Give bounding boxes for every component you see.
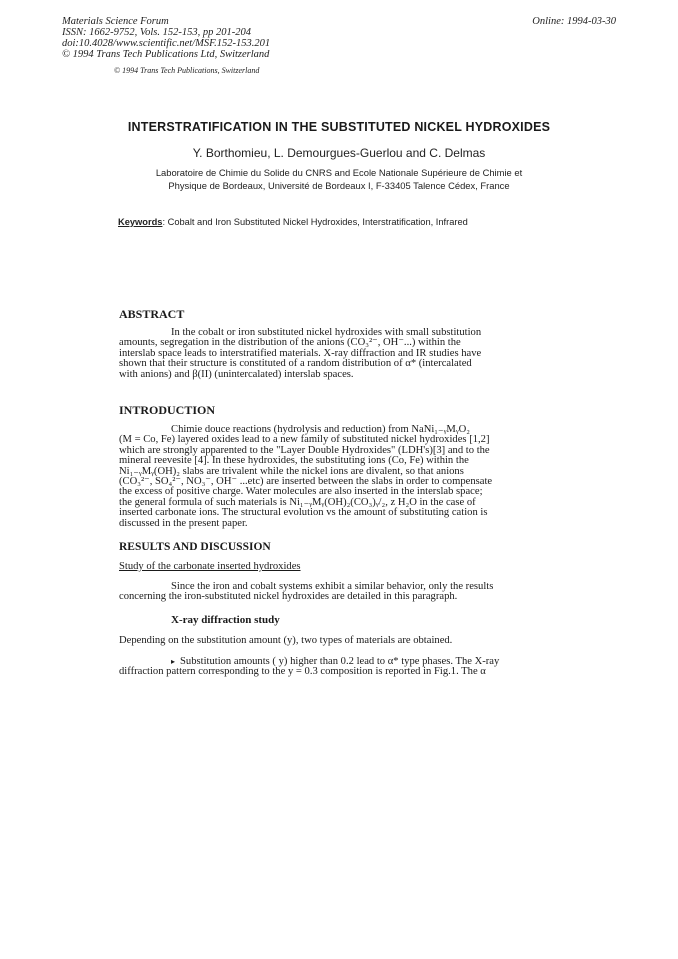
keywords-text: : Cobalt and Iron Substituted Nickel Hydroxides, Interstratification, Infrared <box>162 217 468 227</box>
journal-header <box>62 16 270 60</box>
bullet-icon: ▸ <box>171 657 176 666</box>
intro-line: the general formula of such materials is Ni₁₋ᵧMᵧ(OH)₂(CO₃)ᵧ/₂, z H₂O in the case of <box>119 496 476 508</box>
results-line: concerning the iron-substituted nickel hydroxides are detailed in this paragraph. <box>119 591 458 603</box>
intro-line: the excess of positive charge. Water molecules are also inserted in the interslab space; <box>119 486 483 498</box>
affiliation-line-2: Physique de Bordeaux, Université de Bordeaux I, F-33405 Talence Cédex, France <box>168 179 510 191</box>
affiliation-line-1: Laboratoire de Chimie du Solide du CNRS and Ecole Nationale Supérieure de Chimie et <box>155 167 523 178</box>
keywords-label: Keywords <box>118 217 163 227</box>
introduction-heading: INTRODUCTION <box>119 403 216 417</box>
paper-title: INTERSTRATIFICATION IN THE SUBSTITUTED NICKEL HYDROXIDES <box>127 120 551 134</box>
affiliation <box>0 167 678 192</box>
abstract-line: with anions) and β(II) (unintercalated) interslab spaces. <box>119 368 354 380</box>
results-line: ▸ Substitution amounts ( y) higher than 0.2 lead to α* type phases. The X-ray <box>171 656 500 667</box>
results-subheading: Study of the carbonate inserted hydroxides <box>119 561 301 572</box>
xray-heading: X-ray diffraction study <box>171 614 280 626</box>
copyright-small: © 1994 Trans Tech Publications, Switzerland <box>114 66 260 75</box>
copyright-line: © 1994 Trans Tech Publications Ltd, Switzerland <box>62 49 270 60</box>
introduction-body <box>119 425 523 529</box>
abstract-line: amounts, segregation in the distribution of the anions (CO₃²⁻, OH⁻...) within the <box>119 337 461 349</box>
abstract-body <box>119 328 523 380</box>
doi-line[interactable]: doi:10.4028/www.scientific.net/MSF.152-153.201 <box>62 38 271 49</box>
results-line: Since the iron and cobalt systems exhibit a similar behavior, only the results <box>171 581 494 592</box>
intro-line: discussed in the present paper. <box>119 517 248 529</box>
intro-line: (M = Co, Fe) layered oxides lead to a new family of substituted nickel hydroxides [1,2] <box>119 434 490 446</box>
journal-name: Materials Science Forum <box>62 16 169 27</box>
online-date: Online: 1994-03-30 <box>532 16 616 27</box>
paper-authors: Y. Borthomieu, L. Demourgues-Guerlou and C. Delmas <box>192 146 486 160</box>
keywords-line <box>118 217 468 227</box>
abstract-line: interslab space leads to interstratified materials. X-ray diffraction and IR studies have <box>119 347 482 359</box>
intro-line: Chimie douce reactions (hydrolysis and reduction) from NaNi₁₋ᵧMᵧO₂ <box>171 424 470 435</box>
results-line: diffraction pattern corresponding to the y = 0.3 composition is reported in Fig.1. The α <box>119 666 486 678</box>
abstract-line: shown that their structure is constituted of a random distribution of α* (intercalated <box>119 358 472 370</box>
intro-line: inserted carbonate ions. The structural evolution vs the amount of substituting cation is <box>119 507 488 519</box>
intro-line: mineral reevesite [4]. In these hydroxides, the substituting ions (Co, Fe) within the <box>119 455 469 467</box>
intro-line: Ni₁₋ᵧMᵧ(OH)₂ slabs are trivalent while the nickel ions are divalent, so that anions <box>119 465 464 477</box>
issn-line: ISSN: 1662-9752, Vols. 152-153, pp 201-204 <box>62 27 251 38</box>
results-para-3 <box>119 657 523 678</box>
results-para-1 <box>119 582 523 603</box>
intro-line: (CO₃²⁻, SO₄²⁻, NO₃⁻, OH⁻ ...etc) are inserted between the slabs in order to compensate <box>119 476 493 488</box>
results-para-2: Depending on the substitution amount (y), two types of materials are obtained. <box>119 635 453 646</box>
results-heading: RESULTS AND DISCUSSION <box>119 541 271 553</box>
abstract-line: In the cobalt or iron substituted nickel hydroxides with small substitution <box>171 327 482 338</box>
intro-line: which are strongly apparented to the "Layer Double Hydroxides" (LDH's)[3] and to the <box>119 444 490 456</box>
abstract-heading: ABSTRACT <box>119 307 185 321</box>
